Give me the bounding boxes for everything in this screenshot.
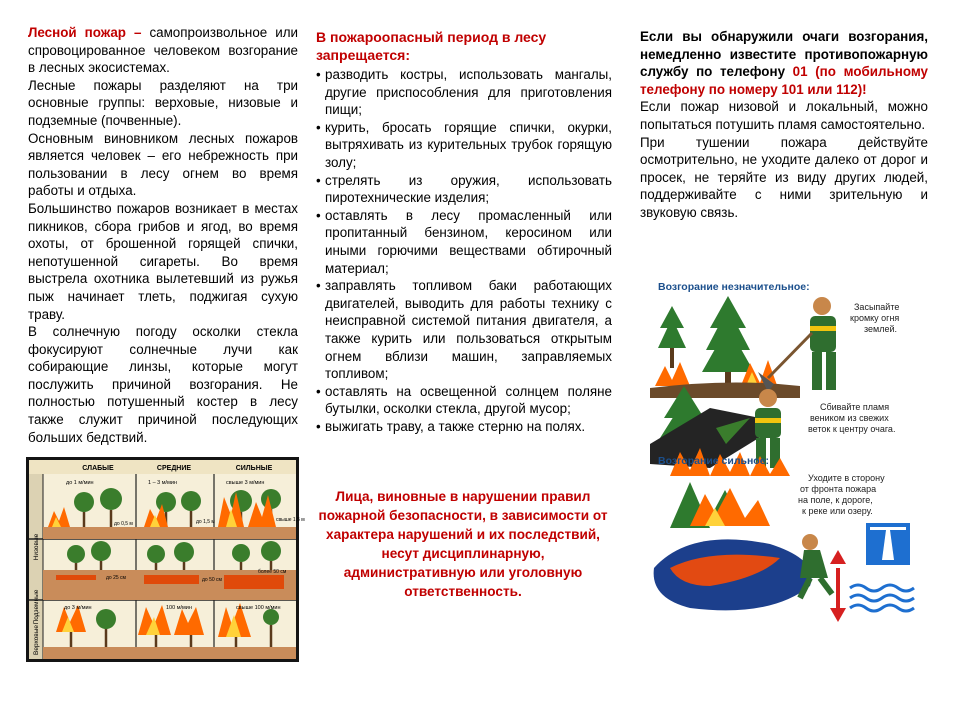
glass-paragraph: В солнечную погоду осколки стекла фокусируют солнечные лучи как собирающие линзы, которые могут послужить причиной возгорания. Не полностью потушенный костер в лесу также служит причиной последующих больших бедствий. — [28, 324, 298, 445]
column-actions — [640, 28, 928, 222]
list-item: • оставлять на освещенной солнцем поляне бутылки, осколки стекла, другой мусор; — [316, 383, 612, 418]
definition-paragraph: Лесной пожар – самопроизвольное или спровоцированное человеком возгорание в лесных экосистемах. — [28, 25, 298, 76]
column-forest-fire-info — [28, 24, 298, 446]
height-strong: свыше 1,5 м — [276, 517, 305, 523]
crown-speed-medium: 100 м/мин — [166, 605, 192, 611]
list-item: • выжигать траву, а также стерню на полях. — [316, 418, 612, 436]
major-fire-heading: Возгорание сильное: — [658, 455, 770, 467]
row-label-crown: Верховые — [33, 624, 40, 655]
row-label-surface: Низовые — [33, 533, 40, 561]
depth-medium: до 50 см — [202, 577, 222, 583]
extinguish-poster — [650, 268, 933, 623]
fire-types-paragraph: Лесные пожары разделяют на три основные группы: верховые, низовые и подземные (почвенные). — [28, 77, 298, 128]
crown-speed-strong: свыше 100 м/мин — [236, 605, 281, 611]
column-header-medium: СРЕДНИЕ — [156, 465, 192, 472]
tip-branches: Сбивайте пламя веником из свежих веток к центру очага. — [808, 402, 896, 434]
column-header-weak: СЛАБЫЕ — [82, 465, 114, 472]
prohibitions-list — [316, 66, 612, 435]
list-item: • заправлять топливом баки работающих двигателей, выводить для работы технику с неисправной системой питания двигателя, а также курить или пользоваться открытым огнем вблизи машин, заправляемых топливом; — [316, 277, 612, 383]
cause-paragraph: Основным виновником лесных пожаров является человек – его небрежность при пользовании в лесу огнем во время работы и отдыха. — [28, 130, 298, 199]
height-medium: до 1,5 м — [196, 519, 215, 525]
column-header-strong: СИЛЬНЫЕ — [235, 465, 273, 472]
row-label-underground: Подземные — [33, 589, 40, 625]
crown-speed-weak: до 3 м/мин — [64, 605, 92, 611]
scene-shovel — [650, 296, 899, 398]
speed-weak: до 1 м/мин — [66, 480, 94, 486]
speed-medium: 1 – 3 м/мин — [148, 480, 177, 486]
depth-strong: более 50 см — [258, 569, 287, 575]
emergency-phone: 01 (по мобильному телефону по номеру 101 или 112)! — [640, 64, 929, 97]
fire-types-illustration — [26, 457, 305, 662]
depth-weak: до 25 см — [106, 575, 126, 581]
liability-notice: Лица, виновные в нарушении правил пожарной безопасности, в зависимости от характера нарушений и их последствий, несут дисциплинарную, административную или уголовную ответственность. — [318, 489, 608, 599]
list-item: • оставлять в лесу промасленный или пропитанный бензином, керосином или иными горючими веществами обтирочный материал; — [316, 207, 612, 277]
minor-fire-heading: Возгорание незначительное: — [658, 281, 810, 293]
column-prohibitions — [316, 28, 612, 435]
report-paragraph: Если вы обнаружили очаги возгорания, немедленно известите противопожарную службу по телефону 01 (по мобильному телефону по номеру 101 или 112)! — [640, 29, 929, 97]
term-forest-fire: Лесной пожар – — [28, 25, 142, 40]
tip-evacuate: Уходите в сторону от фронта пожара на поле, к дороге, к реке или озеру. — [798, 473, 885, 516]
list-item: • разводить костры, использовать мангалы, другие приспособления для приготовления пищи; — [316, 66, 612, 119]
prohibitions-heading: В пожароопасный период в лесу запрещается: — [316, 29, 547, 63]
list-item: • курить, бросать горящие спички, окурки, вытряхивать из курительных трубок горящую золу; — [316, 119, 612, 172]
height-weak: до 0,5 м — [114, 521, 133, 527]
places-paragraph: Большинство пожаров возникает в местах пикников, сбора грибов и ягод, во время охоты, от брошенной горящей спички, непотушенной сигареты. Во время выстрела охотника вылетевший из ружья пыж начинает тлеть, поджигая сухую траву. — [28, 200, 298, 322]
tip-dirt: Засыпайте кромку огня землей. — [850, 302, 900, 334]
scene-evacuate — [654, 473, 914, 622]
safety-paragraph: При тушении пожара действуйте осмотрительно, не уходите далеко от дорог и просек, не теряйте из виду других людей, поддерживайте с ними зрительную и звуковую связь. — [640, 134, 928, 220]
list-item: • стрелять из оружия, использовать пиротехнические изделия; — [316, 172, 612, 207]
speed-strong: свыше 3 м/мин — [226, 480, 265, 486]
self-extinguish-paragraph: Если пожар низовой и локальный, можно попытаться потушить пламя самостоятельно. — [640, 99, 928, 132]
